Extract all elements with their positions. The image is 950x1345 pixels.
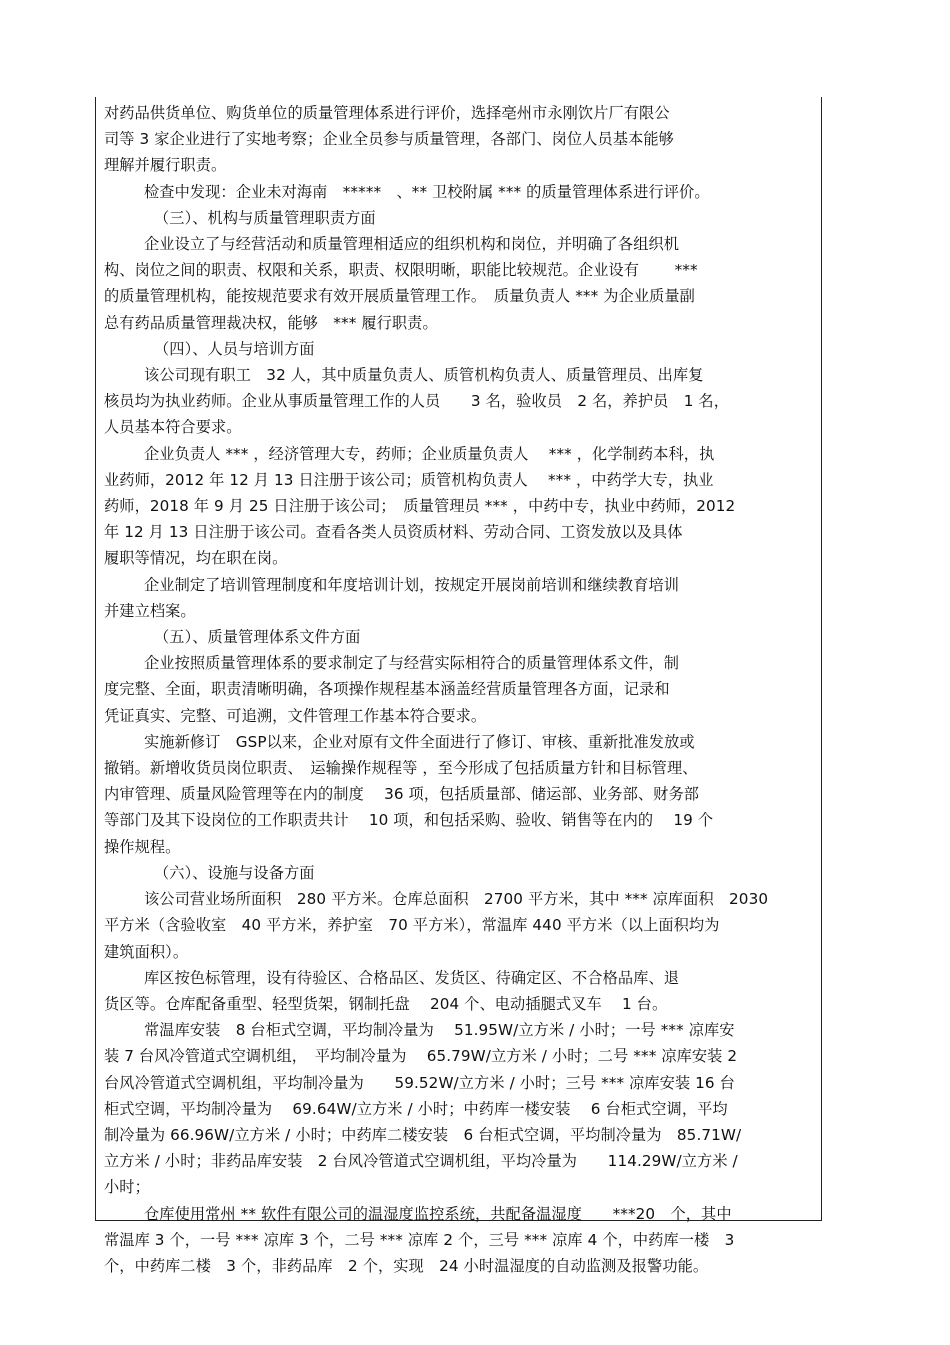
text-line: 建筑面积）。 (104, 942, 189, 961)
text-line: 凭证真实、完整、可追溯，文件管理工作基本符合要求。 (104, 706, 487, 725)
text-line: 企业设立了与经营活动和质量管理相适应的组织机构和岗位，并明确了各组织机 (144, 235, 680, 254)
text-line: 等部门及其下设岗位的工作职责共计 10 项，和包括采购、验收、销售等在内的 19 个 (104, 811, 714, 830)
text-line: 个，中药库二楼 3 个，非药品库 2 个，实现 24 小时温湿度的自动监测及报警功能。 (104, 1256, 709, 1275)
text-line: 立方米 / 小时；非药品库安装 2 台风冷管道式空调机组，平均冷量为 114.29W/立方米 / (104, 1152, 738, 1171)
text-line: 构、岗位之间的职责、权限和关系，职责、权限明晰，职能比较规范。企业设有 *** (104, 261, 698, 280)
text-line: 的质量管理机构，能按规范要求有效开展质量管理工作。 质量负责人 *** 为企业质量副 (104, 287, 695, 306)
section-heading: （四）、人员与培训方面 (154, 339, 315, 358)
text-line: 企业负责人 *** ，经济管理大专，药师；企业质量负责人 *** ，化学制药本科，执 (144, 444, 715, 463)
section-heading: （五）、质量管理体系文件方面 (154, 628, 361, 647)
document-body (104, 100, 816, 1279)
text-line: 仓库使用常州 ** 软件有限公司的温湿度监控系统，共配备温湿度 ***20 个，其中 (144, 1204, 732, 1223)
text-line: 总有药品质量管理裁决权，能够 *** 履行职责。 (104, 313, 438, 332)
text-line: 度完整、全面，职责清晰明确，各项操作规程基本涵盖经营质量管理各方面，记录和 (104, 680, 670, 699)
text-line: 人员基本符合要求。 (104, 418, 242, 437)
text-line: 小时； (104, 1178, 150, 1197)
text-line: 司等 3 家企业进行了实地考察；企业全员参与质量管理，各部门、岗位人员基本能够 (104, 130, 674, 149)
text-line: 柜式空调，平均制冷量为 69.64W/立方米 / 小时；中药库一楼安装 6 台柜式空调，平均 (104, 1099, 728, 1118)
text-line: 制冷量为 66.96W/立方米 / 小时；中药库二楼安装 6 台柜式空调，平均制冷量为 85.71W/ (104, 1125, 742, 1144)
text-line: 平方米（含验收室 40 平方米，养护室 70 平方米），常温库 440 平方米（以上面积均为 (104, 916, 720, 935)
section-heading: （三）、机构与质量管理职责方面 (154, 208, 376, 227)
text-line: 操作规程。 (104, 837, 181, 856)
text-line: 撤销。新增收货员岗位职责、 运输操作规程等 ，至今形成了包括质量方针和目标管理、 (104, 759, 698, 778)
text-line: 装 7 台风冷管道式空调机组， 平均制冷量为 65.79W/立方米 / 小时；二号 *** 凉库安装 2 (104, 1047, 738, 1066)
text-line: 该公司营业场所面积 280 平方米。仓库总面积 2700 平方米，其中 *** 凉库面积 2030 (144, 890, 769, 909)
text-line: 常温库 3 个，一号 *** 凉库 3 个，二号 *** 凉库 2 个，三号 *** 凉库 4 个，中药库一楼 3 (104, 1230, 735, 1249)
text-line: 对药品供货单位、购货单位的质量管理体系进行评价，选择亳州市永刚饮片厂有限公 (104, 104, 670, 122)
text-line: 企业制定了培训管理制度和年度培训计划，按规定开展岗前培训和继续教育培训 (144, 575, 680, 594)
text-line: 业药师，2012 年 12 月 13 日注册于该公司；质管机构负责人 *** ，中药学大专，执业 (104, 470, 714, 489)
text-line: 库区按色标管理，设有待验区、合格品区、发货区、待确定区、不合格品库、退 (144, 968, 680, 987)
text-line: 履职等情况，均在职在岗。 (104, 549, 288, 568)
text-line: 内审管理、质量风险管理等在内的制度 36 项，包括质量部、储运部、业务部、财务部 (104, 785, 700, 804)
section-heading: （六）、设施与设备方面 (154, 863, 315, 882)
text-line: 该公司现有职工 32 人，其中质量负责人、质管机构负责人、质量管理员、出库复 (144, 366, 704, 385)
text-line: 并建立档案。 (104, 601, 196, 620)
text-line: 检查中发现：企业未对海南 ***** 、** 卫校附属 *** 的质量管理体系进行评价。 (144, 182, 710, 201)
text-line: 常温库安装 8 台柜式空调，平均制冷量为 51.95W/立方米 / 小时；一号 *** 凉库安 (144, 1021, 735, 1040)
text-line: 台风冷管道式空调机组，平均制冷量为 59.52W/立方米 / 小时；三号 *** 凉库安装 16 台 (104, 1073, 735, 1092)
text-line: 核员均为执业药师。企业从事质量管理工作的人员 3 名，验收员 2 名，养护员 1 名， (104, 392, 729, 411)
text-line: 货区等。仓库配备重型、轻型货架，钢制托盘 204 个、电动插腿式叉车 1 台。 (104, 994, 668, 1013)
text-line: 年 12 月 13 日注册于该公司。查看各类人员资质材料、劳动合同、工资发放以及具体 (104, 523, 683, 542)
text-line: 药师，2018 年 9 月 25 日注册于该公司； 质量管理员 *** ，中药中专，执业中药师，2012 (104, 497, 736, 516)
text-line: 企业按照质量管理体系的要求制定了与经营实际相符合的质量管理体系文件，制 (144, 654, 680, 673)
text-line: 理解并履行职责。 (104, 156, 227, 175)
text-line: 实施新修订 GSP以来，企业对原有文件全面进行了修订、审核、重新批准发放或 (144, 732, 695, 751)
